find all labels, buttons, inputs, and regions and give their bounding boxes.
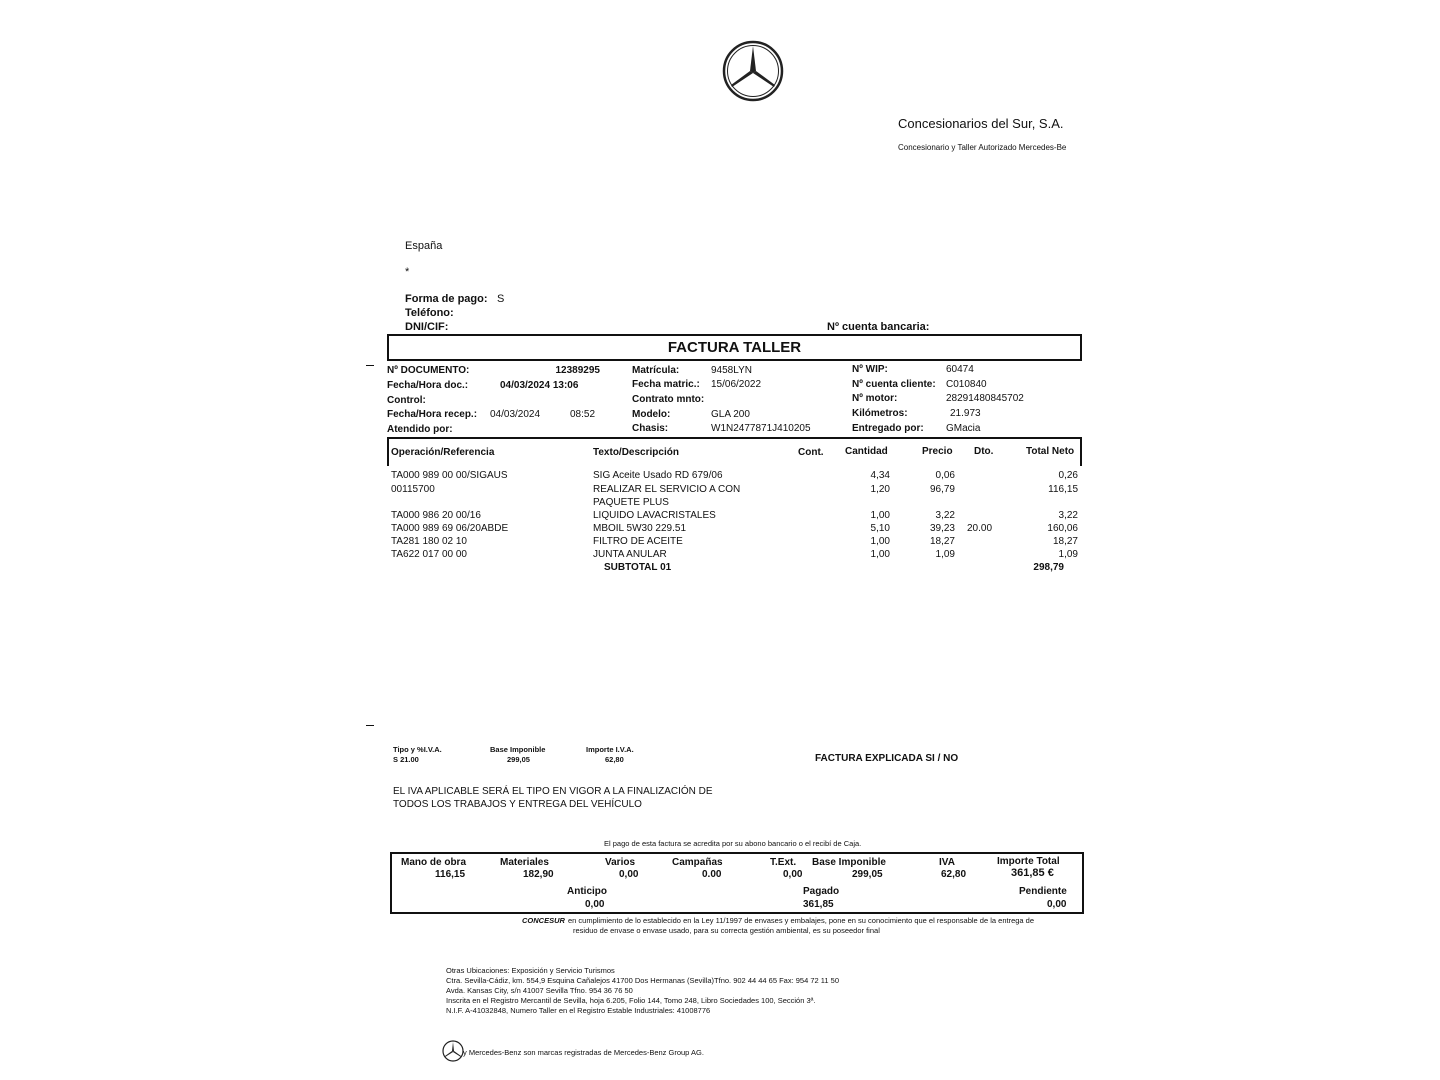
pendiente-value: 0,00 [1047, 899, 1067, 910]
forma-pago-value: S [497, 293, 505, 305]
mano-label: Mano de obra [401, 857, 467, 868]
factura-explicada: FACTURA EXPLICADA SI / NO [815, 753, 959, 764]
tax-base-label: Base Imponible [490, 745, 546, 754]
km-value: 21.973 [950, 408, 981, 419]
materiales-label: Materiales [500, 857, 549, 868]
total-label: Importe Total [997, 856, 1060, 867]
contrato-label: Contrato mnto: [632, 394, 705, 405]
fecha-doc-value: 04/03/2024 13:06 [500, 380, 579, 391]
tax-importe-label: Importe I.V.A. [586, 745, 634, 754]
iva-note-line2: TODOS LOS TRABAJOS Y ENTREGA DEL VEHÍCULO [393, 799, 642, 810]
footer-line: N.I.F. A-41032848, Numero Taller en el Registro Estable Industriales: 41008776 [446, 1006, 711, 1015]
row-cant: 1,00 [870, 510, 890, 521]
invoice-title-box [387, 334, 1082, 361]
iva-value: 62,80 [941, 869, 967, 880]
cuenta-bancaria-label: Nº cuenta bancaria: [827, 321, 930, 333]
matricula-value: 9458LYN [711, 365, 752, 376]
mano-value: 116,15 [435, 869, 466, 880]
wip-value: 60474 [946, 364, 974, 375]
client-country: España [405, 240, 443, 252]
forma-pago-label: Forma de pago: [405, 293, 488, 305]
row-ref: TA000 989 00 00/SIGAUS [391, 470, 508, 481]
row-dto: 20.00 [967, 523, 993, 534]
row-cant: 1,00 [870, 549, 890, 560]
company-name: Concesionarios del Sur, S.A. [898, 116, 1064, 131]
table-left-rule [387, 437, 389, 466]
motor-value: 28291480845702 [946, 393, 1024, 404]
campanas-value: 0.00 [702, 869, 722, 880]
row-precio: 96,79 [929, 484, 955, 495]
iva-label: IVA [939, 857, 955, 868]
documento-value: 12389295 [555, 365, 600, 376]
anticipo-value: 0,00 [585, 899, 605, 910]
modelo-label: Modelo: [632, 409, 671, 420]
col-cont: Cont. [798, 447, 824, 458]
text-value: 0,00 [783, 869, 803, 880]
row-desc: LIQUIDO LAVACRISTALES [593, 510, 716, 521]
table-right-rule [1080, 437, 1082, 466]
row-desc: MBOIL 5W30 229.51 [593, 523, 687, 534]
col-dto: Dto. [974, 446, 994, 457]
margin-mark [366, 725, 374, 726]
row-ref: TA622 017 00 00 [391, 549, 467, 560]
col-precio: Precio [922, 446, 953, 457]
row-desc: SIG Aceite Usado RD 679/06 [593, 470, 723, 481]
hora-recep-value: 08:52 [570, 409, 596, 420]
fecha-recep-value: 04/03/2024 [490, 409, 541, 420]
row-total: 0,26 [1058, 470, 1078, 481]
row-cant: 1,20 [870, 484, 890, 495]
entregado-value: GMacia [946, 423, 981, 434]
row-total: 1,09 [1058, 549, 1078, 560]
wip-label: Nº WIP: [852, 364, 888, 375]
trademark-note: y Mercedes-Benz son marcas registradas de Mercedes-Benz Group AG. [463, 1048, 704, 1057]
motor-label: Nº motor: [852, 393, 898, 404]
row-precio: 0,06 [935, 470, 955, 481]
row-desc: JUNTA ANULAR [593, 549, 667, 560]
varios-value: 0,00 [619, 869, 639, 880]
tax-importe-value: 62,80 [605, 755, 624, 764]
row-total: 18,27 [1052, 536, 1078, 547]
row-cant: 1,00 [870, 536, 890, 547]
concesur-line2: residuo de envase o envase usado, para su correcta gestión ambiental, es su poseedor final [573, 926, 880, 935]
base-label: Base Imponible [812, 857, 886, 868]
row-total: 3,22 [1058, 510, 1078, 521]
subtotal-value: 298,79 [1033, 562, 1064, 573]
total-value: 361,85 € [1011, 867, 1054, 879]
entregado-label: Entregado por: [852, 423, 924, 434]
fecha-matric-label: Fecha matric.: [632, 379, 700, 390]
pendiente-label: Pendiente [1019, 886, 1067, 897]
base-value: 299,05 [852, 869, 883, 880]
company-subtitle: Concesionario y Taller Autorizado Mercedes-Be [898, 143, 1067, 152]
cuenta-cliente-value: C010840 [946, 379, 987, 390]
row-cant: 4,34 [870, 470, 890, 481]
table-header-line [387, 437, 1082, 439]
iva-note-line1: EL IVA APLICABLE SERÁ EL TIPO EN VIGOR A LA FINALIZACIÓN DE [393, 786, 713, 797]
atendido-label: Atendido por: [387, 424, 453, 435]
footer-line: Inscrita en el Registro Mercantil de Sevilla, hoja 6.205, Folio 144, Tomo 248, Libro Sociedades 100, Sección 3ª. [446, 996, 816, 1005]
modelo-value: GLA 200 [711, 409, 750, 420]
telefono-label: Teléfono: [405, 307, 454, 319]
row-ref: 00115700 [391, 484, 435, 495]
row-precio: 1,09 [935, 549, 955, 560]
footer-line: Ctra. Sevilla-Cádiz, km. 554,9 Esquina Cañalejos 41700 Dos Hermanas (Sevilla)Tfno. 902 44 44 65 Fax: 954 72 11 50 [446, 976, 839, 985]
row-ref: TA000 986 20 00/16 [391, 510, 481, 521]
tax-tipo-label: Tipo y %I.V.A. [393, 745, 442, 754]
row-total: 116,15 [1048, 484, 1078, 495]
fecha-doc-label: Fecha/Hora doc.: [387, 380, 469, 391]
mercedes-star-logo-icon [722, 40, 784, 102]
row-precio: 3,22 [935, 510, 955, 521]
row-precio: 39,23 [929, 523, 955, 534]
km-label: Kilómetros: [852, 408, 908, 419]
invoice-title: FACTURA TALLER [667, 339, 802, 356]
footer-line: Otras Ubicaciones: Exposición y Servicio Turismos [446, 966, 615, 975]
pagado-label: Pagado [803, 886, 840, 897]
row-cant: 5,10 [870, 523, 890, 534]
documento-label: Nº DOCUMENTO: [387, 365, 470, 376]
payment-note: El pago de esta factura se acredita por su abono bancario o el recibí de Caja. [604, 839, 862, 848]
concesur-brand: CONCESUR [522, 916, 565, 925]
campanas-label: Campañas [672, 857, 723, 868]
control-label: Control: [387, 395, 426, 406]
matricula-label: Matrícula: [632, 365, 680, 376]
fecha-matric-value: 15/06/2022 [711, 379, 762, 390]
col-operacion: Operación/Referencia [391, 447, 495, 458]
row-ref: TA281 180 02 10 [391, 536, 467, 547]
chasis-label: Chasis: [632, 423, 669, 434]
chasis-value: W1N2477871J410205 [711, 423, 811, 434]
tax-tipo-value: S 21.00 [393, 755, 419, 764]
dni-label: DNI/CIF: [405, 321, 449, 333]
pagado-value: 361,85 [803, 899, 834, 910]
row-precio: 18,27 [929, 536, 955, 547]
varios-label: Varios [605, 857, 636, 868]
col-cantidad: Cantidad [845, 446, 888, 457]
col-texto: Texto/Descripción [593, 447, 679, 458]
materiales-value: 182,90 [523, 869, 554, 880]
row-ref: TA000 989 69 06/20ABDE [391, 523, 509, 534]
client-asterisk: * [405, 266, 410, 278]
mercedes-star-small-icon [442, 1040, 464, 1062]
totals-box [390, 852, 1084, 914]
subtotal-label: SUBTOTAL 01 [604, 562, 672, 573]
row-desc: PAQUETE PLUS [593, 497, 669, 508]
anticipo-label: Anticipo [567, 886, 607, 897]
fecha-recep-label: Fecha/Hora recep.: [387, 409, 478, 420]
row-total: 160,06 [1047, 523, 1078, 534]
tax-base-value: 299,05 [507, 755, 530, 764]
col-total: Total Neto [1026, 446, 1075, 457]
text-label: T.Ext. [770, 857, 797, 868]
margin-mark [366, 365, 374, 366]
row-desc: REALIZAR EL SERVICIO A CON [593, 484, 741, 495]
concesur-line1: en cumplimiento de lo establecido en la Ley 11/1997 de envases y embalajes, pone en su conocimiento que el responsable de la entrega de [568, 916, 1035, 925]
row-desc: FILTRO DE ACEITE [593, 536, 683, 547]
cuenta-cliente-label: Nº cuenta cliente: [852, 379, 936, 390]
footer-line: Avda. Kansas City, s/n 41007 Sevilla Tfno. 954 36 76 50 [446, 986, 633, 995]
